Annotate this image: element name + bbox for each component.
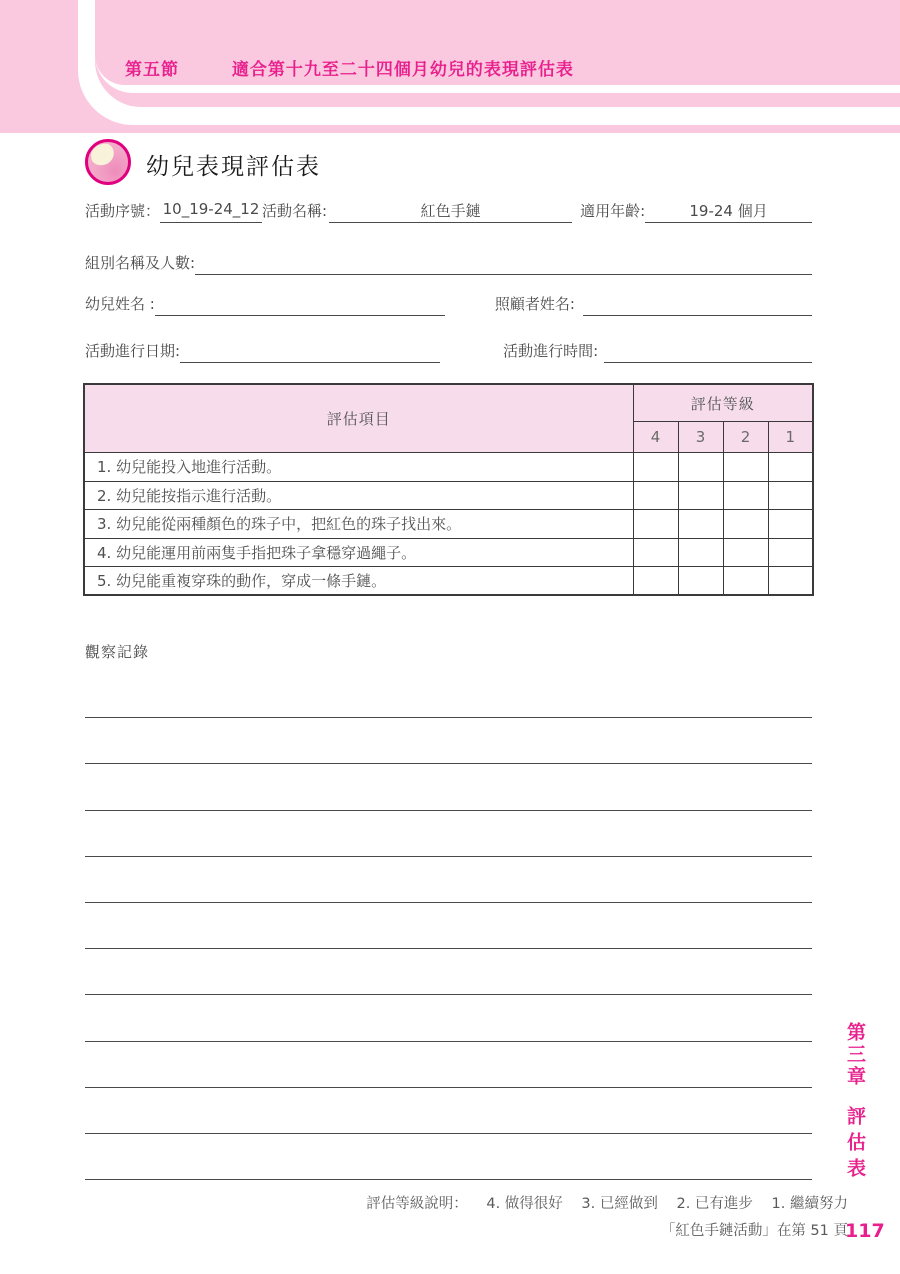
legend-item: 4. 做得很好 — [486, 1196, 563, 1212]
section-heading — [125, 55, 574, 80]
legend-item: 1. 繼續努力 — [771, 1196, 848, 1212]
group-label: 組別名稱及人數: — [85, 254, 196, 272]
rating-cell — [678, 481, 723, 510]
assessment-item: 2. 幼兒能按指示進行活動。 — [84, 481, 633, 510]
activity-reference: 「紅色手鏈活動」在第 51 頁 — [660, 1223, 848, 1239]
legend-label: 評估等級說明： — [366, 1196, 468, 1212]
observation-lines — [85, 672, 812, 1180]
rating-cell — [723, 567, 768, 596]
rating-column-header: 評估等級 — [633, 384, 813, 422]
rating-cell — [633, 481, 678, 510]
rating-legend — [366, 1192, 848, 1213]
rating-cell — [633, 567, 678, 596]
page-title: 幼兒表現評估表 — [146, 154, 321, 180]
rating-level-3: 3 — [678, 422, 723, 453]
rating-cell — [723, 453, 768, 482]
activity-no-field: 10_19-24_12 — [160, 200, 262, 223]
rating-cell — [633, 510, 678, 539]
assessment-item: 4. 幼兒能運用前兩隻手指把珠子拿穩穿過繩子。 — [84, 538, 633, 567]
table-row — [84, 510, 813, 539]
table-row — [84, 453, 813, 482]
assessment-item: 1. 幼兒能投入地進行活動。 — [84, 453, 633, 482]
form-row-names — [85, 293, 812, 316]
child-name-field — [155, 295, 445, 316]
observation-label: 觀察記錄 — [85, 643, 150, 661]
rating-level-1: 1 — [768, 422, 813, 453]
ruled-line — [85, 903, 812, 949]
activity-name-field: 紅色手鏈 — [329, 200, 572, 223]
rating-cell — [633, 453, 678, 482]
ruled-line — [85, 949, 812, 995]
rating-cell — [678, 538, 723, 567]
rating-cell — [678, 510, 723, 539]
time-field — [604, 342, 812, 363]
rating-level-4: 4 — [633, 422, 678, 453]
date-label: 活動進行日期: — [85, 342, 181, 360]
group-field — [195, 254, 812, 275]
rating-cell — [678, 453, 723, 482]
legend-item: 3. 已經做到 — [581, 1196, 658, 1212]
rating-cell — [723, 510, 768, 539]
form-row-group — [85, 252, 812, 275]
ruled-line — [85, 1042, 812, 1088]
chapter-label: 第三章 — [844, 1022, 866, 1088]
rating-cell — [768, 510, 813, 539]
rating-cell — [768, 481, 813, 510]
child-name-label: 幼兒姓名 : — [85, 295, 155, 313]
form-row-datetime — [85, 340, 812, 363]
activity-no-label: 活動序號： — [85, 202, 161, 220]
section-title: 適合第十九至二十四個月幼兒的表現評估表 — [231, 60, 574, 80]
form-row-activity — [85, 200, 812, 223]
rating-cell — [723, 481, 768, 510]
ruled-line — [85, 811, 812, 857]
rating-level-2: 2 — [723, 422, 768, 453]
page-number: 117 — [845, 1220, 885, 1242]
age-field: 19-24 個月 — [645, 200, 812, 223]
header-band — [0, 0, 900, 133]
caregiver-label: 照顧者姓名: — [494, 295, 575, 313]
rating-cell — [633, 538, 678, 567]
chapter-tab — [843, 1022, 867, 1184]
age-label: 適用年齡: — [580, 202, 646, 220]
activity-name-label: 活動名稱: — [262, 202, 328, 220]
ruled-line — [85, 764, 812, 810]
ruled-line — [85, 857, 812, 903]
item-column-header: 評估項目 — [84, 384, 633, 453]
table-row — [84, 567, 813, 596]
ruled-line — [85, 672, 812, 718]
rating-cell — [723, 538, 768, 567]
table-row — [84, 481, 813, 510]
date-field — [180, 342, 440, 363]
rating-cell — [768, 538, 813, 567]
assessment-table — [83, 383, 814, 596]
section-label: 第五節 — [125, 60, 179, 80]
ruled-line — [85, 1088, 812, 1134]
table-row — [84, 538, 813, 567]
chapter-section-label: 評估表 — [844, 1106, 866, 1184]
ruled-line — [85, 718, 812, 764]
legend-item: 2. 已有進步 — [676, 1196, 753, 1212]
bead-icon — [85, 139, 131, 185]
assessment-item: 3. 幼兒能從兩種顏色的珠子中，把紅色的珠子找出來。 — [84, 510, 633, 539]
rating-cell — [768, 453, 813, 482]
assessment-item: 5. 幼兒能重複穿珠的動作，穿成一條手鏈。 — [84, 567, 633, 596]
time-label: 活動進行時間: — [503, 342, 599, 360]
caregiver-field — [583, 295, 812, 316]
bead-highlight — [90, 143, 116, 167]
ruled-line — [85, 1134, 812, 1180]
rating-cell — [678, 567, 723, 596]
ruled-line — [85, 995, 812, 1041]
rating-cell — [768, 567, 813, 596]
